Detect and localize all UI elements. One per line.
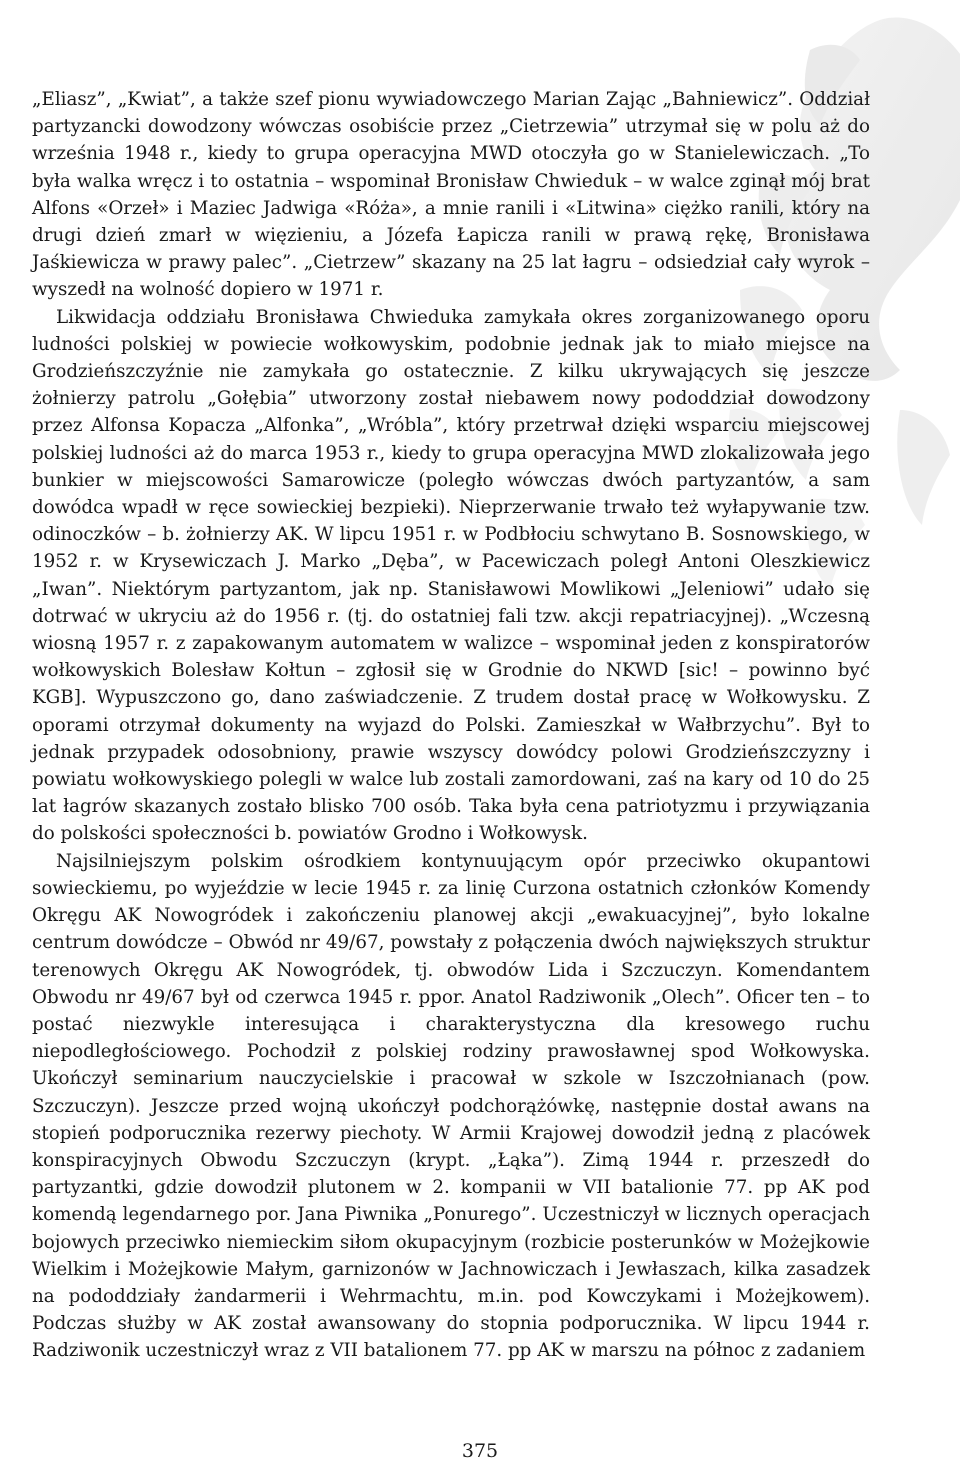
paragraph: „Eliasz”, „Kwiat”, a także szef pionu wywiadowczego Marian Zając „Bahniewicz”. Oddział partyzancki dowodzony wówczas osobiście przez „Cietrzewia” utrzymał się w polu aż do września 1948 r., kiedy to grupa operacyjna MWD otoczyła go w Stanielewiczach. „To była walka wręcz i to ostatnia – wspominał Bronisław Chwieduk – w walce zginął mój brat Alfons «Orzeł» i Maziec Jadwiga «Róża», a mnie ranili i «Litwina» ciężko ranili, który na drugi dzień zmarł w więzieniu, a Józefa Łapicza ranili w prawą rękę, Bronisława Jaśkiewicza w prawy palec”. „Cietrzew” skazany na 25 lat łagru – odsiedział cały wyrok – wyszedł na wolność dopiero w 1971 r.	[32, 89, 870, 301]
document-body	[32, 86, 870, 1365]
paragraph: Likwidacja oddziału Bronisława Chwieduka zamykała okres zorganizowanego oporu ludności polskiej w powiecie wołkowyskim, podobnie jednak jak to miało miejsce na Grodzieńszczyźnie nie zamykała go ostatecznie. Z kilku ukrywających się jeszcze żołnierzy patrolu „Gołębia” utworzony został niebawem nowy pododdział dowodzony przez Alfonsa Kopacza „Alfonka”, „Wróbla”, który przetrwał dzięki wsparciu miejscowej polskiej ludności aż do marca 1953 r., kiedy to grupa operacyjna MWD zlokalizowała jego bunkier w miejscowości Samarowicze (poległo wówczas dwóch partyzantów, a sam dowódca wpadł w ręce sowieckiej bezpieki). Nieprzerwanie trwało też wyłapywanie tzw. odinoczków – b. żołnierzy AK. W lipcu 1951 r. w Podbłociu schwytano B. Sosnowskiego, w 1952 r. w Krysewiczach J. Marko „Dęba”, w Pacewiczach poległ Antoni Oleszkiewicz „Iwan”. Niektórym partyzantom, jak np. Stanisławowi Mowlikowi „Jeleniowi” udało się dotrwać w ukryciu aż do 1956 r. (tj. do ostatniej fali tzw. akcji repatriacyjnej). „Wczesną wiosną 1957 r. z zapakowanym automatem w walizce – wspominał jeden z konspiratorów wołkowyskich Bolesław Kołtun – zgłosił się w Grodnie do NKWD [sic! – powinno być KGB]. Wypuszczono go, dano zaświadczenie. Z trudem dostał pracę w Wołkowysku. Z oporami otrzymał dokumenty na wyjazd do Polski. Zamieszkał w Wałbrzychu”. Był to jednak przypadek odosobniony, prawie wszyscy dowódcy polowi Grodzieńszczyzny i powiatu wołkowyskiego polegli w walce lub zostali zamordowani, zaś na kary od 10 do 25 lat łagrów skazanych zostało blisko 700 osób. Taka była cena patriotyzmu i przywiązania do polskości społeczności b. powiatów Grodno i Wołkowysk.	[32, 306, 870, 845]
page-number: 375	[461, 1440, 499, 1462]
paragraph: Najsilniejszym polskim ośrodkiem kontynuującym opór przeciwko okupantowi sowieckiemu, po wyjeździe w lecie 1945 r. za linię Curzona ostatnich członków Komendy Okręgu AK Nowogródek i zakończeniu planowej akcji „ewakuacyjnej”, było lokalne centrum dowódcze – Obwód nr 49/67, powstały z połączenia dwóch największych struktur terenowych Okręgu AK Nowogródek, tj. obwodów Lida i Szczuczyn. Komendantem Obwodu nr 49/67 był od czerwca 1945 r. ppor. Anatol Radziwonik „Olech”. Oficer ten – to postać niezwykle interesująca i charakterystyczna dla kresowego ruchu niepodległościowego. Pochodził z polskiej rodziny prawosławnej spod Wołkowyska. Ukończył seminarium nauczycielskie i pracował w szkole w Iszczołnianach (pow. Szczuczyn). Jeszcze przed wojną ukończył podchorążówkę, następnie dostał awans na stopień podporucznika rezerwy piechoty. W Armii Krajowej dowodził jedną z placówek konspiracyjnych Obwodu Szczuczyn (krypt. „Łąka”). Zimą 1944 r. przeszedł do partyzantki, gdzie dowodził plutonem w 2. kompanii w VII batalionie 77. pp AK pod komendą legendarnego por. Jana Piwnika „Ponurego”. Uczestniczył w licznych operacjach bojowych przeciwko niemieckim siłom okupacyjnym (rozbicie posterunków w Możejkowie Wielkim i Możejkowie Małym, garnizonów w Jachnowiczach i Jewłaszach, kilka zasadzek na pododdziały żandarmerii i Wehrmachtu, m.in. pod Kowczykami i Możejkowem). Podczas służby w AK został awansowany do stopnia podporucznika. W lipcu 1944 r. Radziwonik uczestniczył wraz z VII batalionem 77. pp AK w marszu na północ z zadaniem	[32, 850, 870, 1362]
